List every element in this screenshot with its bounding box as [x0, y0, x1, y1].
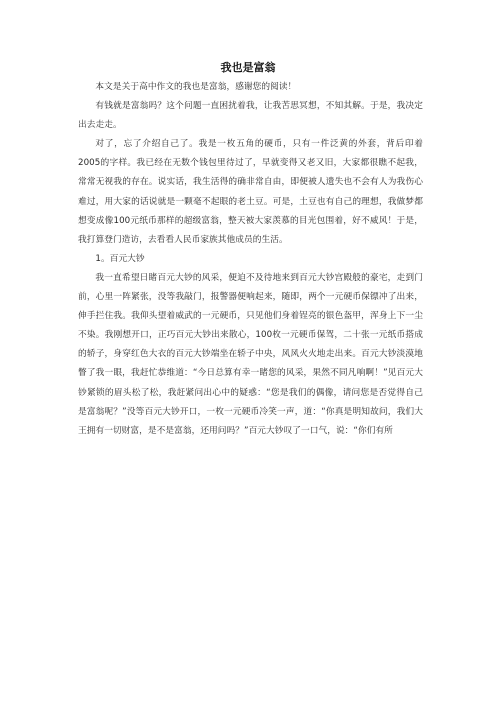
- document-title: 我也是富翁: [220, 61, 276, 74]
- intro-paragraph: 本文是关于高中作文的我也是富翁，感谢您的阅读！: [95, 82, 297, 92]
- document-body: [78, 78, 423, 441]
- section-heading: 1。百元大钞: [95, 253, 145, 264]
- body-paragraph: 有钱就是富翁吗？这个问题一直困扰着我，让我苦思冥想，不知其解。于是，我决定出去走走。: [78, 101, 423, 131]
- body-paragraph: 对了，忘了介绍自己了。我是一枚五角的硬币，只有一件泛黄的外套，背后印着2005的字样。我已经在无数个钱包里待过了，早就变得又老又旧，大家都很瞧不起我，常常无视我的存在。说实话，我生活得的确非常自由，即便被人遗失也不会有人为我伤心难过，用大家的话说就是一颗毫不起眼的老土豆。可是，土豆也有自己的理想，我做梦都想变成像100元纸币那样的超级富翁，整天被大家羡慕的目光包围着，好不威风！于是，我打算登门造访，去看看人民币家族其他成员的生活。: [78, 139, 423, 245]
- body-paragraph: 我一直希望日睹百元大钞的风采，便迫不及待地来到百元大钞宫殿般的豪宅，走到门前，心里一阵紧张，没等我敲门，报警器便响起来，随即，两个一元硬币保镖冲了出来，伸手拦住我。我仰头望着威武的一元硬币，只见他们身着锃亮的银色盔甲，浑身上下一尘不染。我刚想开口，正巧百元大钞出来散心，100枚一元硬币保驾，二十张一元纸币搭成的轿子，身穿红色大衣的百元大钞端坐在轿子中央，风风火火地走出来。百元大钞淡漠地瞥了我一眼，我赶忙恭维道：“今日总算有幸一睹您的风采，果然不同凡响啊！”见百元大钞紧锁的眉头松了松，我赶紧问出心中的疑惑：“您是我们的偶像，请问您是否觉得自己是富翁呢？”没等百元大钞开口，一枚一元硬币冷笑一声，道：“你真是明知故问，我们大王拥有一切财富，是不是富翁，还用问吗？”百元大钞叹了一口气，说：“你们有所: [78, 272, 423, 436]
